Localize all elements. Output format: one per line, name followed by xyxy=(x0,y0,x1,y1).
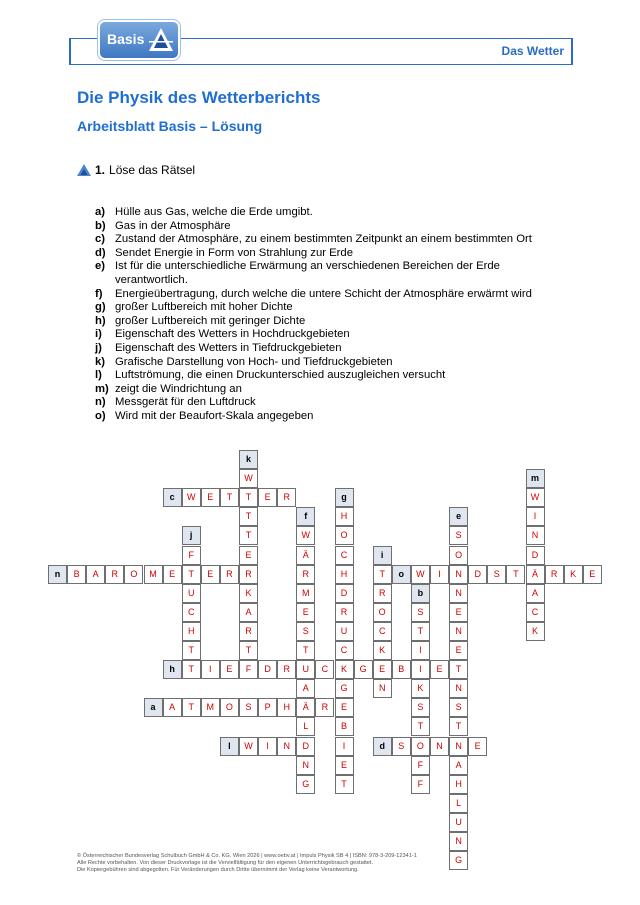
letter-cell[interactable]: G xyxy=(449,851,468,870)
letter-cell[interactable]: T xyxy=(182,698,201,717)
clue-key: k) xyxy=(95,355,106,368)
clue-number-cell: f xyxy=(296,507,315,526)
letter-cell[interactable]: T xyxy=(373,565,392,584)
clue-item xyxy=(95,301,575,315)
letter-cell[interactable]: O xyxy=(124,565,143,584)
letter-cell[interactable]: E xyxy=(449,603,468,622)
letter-cell[interactable]: W xyxy=(239,737,258,756)
letter-cell[interactable]: M xyxy=(144,565,163,584)
letter-cell[interactable]: P xyxy=(258,698,277,717)
letter-cell[interactable]: T xyxy=(239,507,258,526)
letter-cell[interactable]: N xyxy=(449,565,468,584)
letter-cell[interactable]: E xyxy=(583,565,602,584)
letter-cell[interactable]: M xyxy=(296,584,315,603)
logo-text: Basis xyxy=(107,31,145,47)
triangle-icon xyxy=(147,26,175,54)
letter-cell[interactable]: A xyxy=(526,584,545,603)
letter-cell[interactable]: E xyxy=(220,660,239,679)
letter-cell[interactable]: M xyxy=(201,698,220,717)
letter-cell[interactable]: R xyxy=(296,565,315,584)
letter-cell[interactable]: D xyxy=(526,546,545,565)
letter-cell[interactable]: E xyxy=(201,488,220,507)
letter-cell[interactable]: Ä xyxy=(296,698,315,717)
clue-list xyxy=(95,206,575,424)
letter-cell[interactable]: T xyxy=(182,660,201,679)
letter-cell[interactable]: O xyxy=(411,737,430,756)
clue-key: e) xyxy=(95,260,106,273)
letter-cell[interactable]: T xyxy=(182,565,201,584)
letter-cell[interactable]: U xyxy=(449,813,468,832)
letter-cell[interactable]: O xyxy=(373,603,392,622)
letter-cell[interactable]: A xyxy=(163,698,182,717)
letter-cell[interactable]: B xyxy=(67,565,86,584)
clue-number-cell: b xyxy=(411,584,430,603)
letter-cell[interactable]: S xyxy=(296,622,315,641)
letter-cell[interactable]: B xyxy=(392,660,411,679)
letter-cell[interactable]: O xyxy=(220,698,239,717)
letter-cell[interactable]: R xyxy=(239,622,258,641)
clue-key: j) xyxy=(95,341,102,354)
footer-copyright xyxy=(77,853,417,874)
letter-cell[interactable]: S xyxy=(449,526,468,545)
letter-cell[interactable]: I xyxy=(411,660,430,679)
clue-text: Eigenschaft des Wetters in Tiefdruckgebieten xyxy=(115,341,342,354)
letter-cell[interactable]: N xyxy=(526,526,545,545)
clue-item xyxy=(95,260,575,274)
letter-cell[interactable]: R xyxy=(239,565,258,584)
letter-cell[interactable]: F xyxy=(411,756,430,775)
letter-cell[interactable]: H xyxy=(182,622,201,641)
letter-cell[interactable]: H xyxy=(335,507,354,526)
letter-cell[interactable]: C xyxy=(182,603,201,622)
letter-cell[interactable]: K xyxy=(526,622,545,641)
letter-cell[interactable]: D xyxy=(296,737,315,756)
letter-cell[interactable]: U xyxy=(182,584,201,603)
letter-cell[interactable]: L xyxy=(296,717,315,736)
letter-cell[interactable]: N xyxy=(449,622,468,641)
letter-cell[interactable]: E xyxy=(373,660,392,679)
page-subtitle: Arbeitsblatt Basis – Lösung xyxy=(77,118,263,134)
letter-cell[interactable]: K xyxy=(373,641,392,660)
letter-cell[interactable]: Ä xyxy=(296,546,315,565)
clue-key: h) xyxy=(95,314,106,327)
clue-number-cell: e xyxy=(449,507,468,526)
letter-cell[interactable]: N xyxy=(449,679,468,698)
letter-cell[interactable]: N xyxy=(430,737,449,756)
clue-number-cell: d xyxy=(373,737,392,756)
letter-cell[interactable]: D xyxy=(468,565,487,584)
clue-item xyxy=(95,369,575,383)
letter-cell[interactable]: E xyxy=(335,756,354,775)
clue-item xyxy=(95,220,575,234)
letter-cell[interactable]: I xyxy=(526,507,545,526)
letter-cell[interactable]: E xyxy=(239,546,258,565)
clue-text: Wird mit der Beaufort-Skala angegeben xyxy=(115,409,314,422)
letter-cell[interactable]: F xyxy=(182,546,201,565)
clue-key: d) xyxy=(95,246,106,259)
letter-cell[interactable]: I xyxy=(258,737,277,756)
clue-text: großer Luftbereich mit hoher Dichte xyxy=(115,301,293,314)
clue-number-cell: n xyxy=(48,565,67,584)
letter-cell[interactable]: W xyxy=(411,565,430,584)
letter-cell[interactable]: S xyxy=(449,698,468,717)
letter-cell[interactable]: N xyxy=(296,756,315,775)
clue-item xyxy=(95,410,575,424)
letter-cell[interactable]: U xyxy=(335,622,354,641)
letter-cell[interactable]: R xyxy=(277,660,296,679)
clue-item xyxy=(95,206,575,220)
clue-text: Energieübertragung, durch welche die untere Schicht der Atmosphäre erwärmt wird xyxy=(115,287,532,300)
clue-key: o) xyxy=(95,409,106,422)
clue-text: Grafische Darstellung von Hoch- und Tiefdruckgebieten xyxy=(115,355,393,368)
task-text: Löse das Rätsel xyxy=(109,163,196,177)
clue-text: großer Luftbereich mit geringer Dichte xyxy=(115,314,306,327)
letter-cell[interactable]: C xyxy=(526,603,545,622)
letter-cell[interactable]: S xyxy=(411,603,430,622)
letter-cell[interactable]: A xyxy=(296,679,315,698)
letter-cell[interactable]: I xyxy=(430,565,449,584)
clue-number-cell: c xyxy=(163,488,182,507)
clue-text: Gas in der Atmosphäre xyxy=(115,219,231,232)
clue-item xyxy=(95,247,575,261)
letter-cell[interactable]: I xyxy=(335,737,354,756)
header-rule-right xyxy=(571,38,573,65)
clue-text: Eigenschaft des Wetters in Hochdruckgebieten xyxy=(115,328,350,341)
page-title: Die Physik des Wetterberichts xyxy=(77,88,321,107)
clue-item xyxy=(95,328,575,342)
clue-key: b) xyxy=(95,219,106,232)
letter-cell[interactable]: A xyxy=(86,565,105,584)
letter-cell[interactable]: E xyxy=(296,603,315,622)
letter-cell[interactable]: N xyxy=(449,584,468,603)
letter-cell[interactable]: T xyxy=(239,488,258,507)
clue-number-cell: o xyxy=(392,565,411,584)
letter-cell[interactable]: T xyxy=(296,641,315,660)
letter-cell[interactable]: S xyxy=(392,737,411,756)
letter-cell[interactable]: S xyxy=(411,698,430,717)
clue-text: verantwortlich. xyxy=(115,273,188,286)
letter-cell[interactable]: E xyxy=(335,698,354,717)
clue-key: i) xyxy=(95,328,102,341)
letter-cell[interactable]: T xyxy=(411,622,430,641)
letter-cell[interactable]: F xyxy=(239,660,258,679)
letter-cell[interactable]: T xyxy=(239,641,258,660)
letter-cell[interactable]: Ä xyxy=(526,565,545,584)
letter-cell[interactable]: T xyxy=(239,526,258,545)
clue-item xyxy=(95,342,575,356)
clue-key: n) xyxy=(95,396,106,409)
letter-cell[interactable]: I xyxy=(201,660,220,679)
letter-cell[interactable]: E xyxy=(201,565,220,584)
level-icon xyxy=(77,164,91,176)
letter-cell[interactable]: N xyxy=(277,737,296,756)
clue-number-cell: i xyxy=(373,546,392,565)
letter-cell[interactable]: R xyxy=(545,565,564,584)
letter-cell[interactable]: G xyxy=(335,679,354,698)
letter-cell[interactable]: W xyxy=(239,469,258,488)
letter-cell[interactable]: K xyxy=(239,584,258,603)
letter-cell[interactable]: T xyxy=(335,775,354,794)
clue-key: m) xyxy=(95,382,109,395)
letter-cell[interactable]: K xyxy=(411,679,430,698)
letter-cell[interactable]: A xyxy=(239,603,258,622)
letter-cell[interactable]: G xyxy=(354,660,373,679)
letter-cell[interactable]: E xyxy=(258,488,277,507)
footer-line: Alle Rechte vorbehalten. Von dieser Druckvorlage ist die Vervielfältigung für den eigenen Unterrichtsgebrauch gestattet. xyxy=(77,860,374,866)
letter-cell[interactable]: O xyxy=(449,546,468,565)
clue-item xyxy=(95,233,575,247)
clue-text: Zustand der Atmosphäre, zu einem bestimmten Zeitpunkt an einem bestimmten Ort xyxy=(115,233,532,246)
letter-cell[interactable]: W xyxy=(182,488,201,507)
letter-cell[interactable]: C xyxy=(335,641,354,660)
letter-cell[interactable]: T xyxy=(220,488,239,507)
clue-item xyxy=(95,315,575,329)
letter-cell[interactable]: K xyxy=(564,565,583,584)
clue-number-cell: k xyxy=(239,450,258,469)
letter-cell[interactable]: D xyxy=(335,584,354,603)
task-heading xyxy=(77,163,195,177)
letter-cell[interactable]: C xyxy=(315,660,334,679)
clue-item xyxy=(95,396,575,410)
clue-key: a) xyxy=(95,206,106,218)
letter-cell[interactable]: O xyxy=(335,526,354,545)
clue-number-cell: h xyxy=(163,660,182,679)
clue-item xyxy=(95,274,575,288)
letter-cell[interactable]: N xyxy=(449,737,468,756)
clue-text: Messgerät für den Luftdruck xyxy=(115,396,256,409)
footer-line: © Österreichischer Bundesverlag Schulbuch GmbH & Co. KG, Wien 2026 | www.oebv.at | Impuls Physik SB 4 | ISBN: 978-3-209-12341-1 xyxy=(77,853,417,859)
clue-item xyxy=(95,356,575,370)
letter-cell[interactable]: R xyxy=(105,565,124,584)
footer-line: Die Kopiergebühren sind abgegolten. Für Veränderungen durch Dritte übernimmt der Verlag keine Verantwortung. xyxy=(77,867,359,873)
letter-cell[interactable]: T xyxy=(411,717,430,736)
letter-cell[interactable]: N xyxy=(449,832,468,851)
letter-cell[interactable]: I xyxy=(411,641,430,660)
letter-cell[interactable]: E xyxy=(468,737,487,756)
clue-text: zeigt die Windrichtung an xyxy=(115,382,242,395)
header-rule-left xyxy=(69,38,71,65)
clue-item xyxy=(95,288,575,302)
clue-text: Sendet Energie in Form von Strahlung zur Erde xyxy=(115,246,353,259)
letter-cell[interactable]: G xyxy=(296,775,315,794)
clue-key: c) xyxy=(95,233,106,246)
letter-cell[interactable]: T xyxy=(506,565,525,584)
letter-cell[interactable]: W xyxy=(526,488,545,507)
clue-key: f) xyxy=(95,287,103,300)
letter-cell[interactable]: C xyxy=(335,546,354,565)
letter-cell[interactable]: N xyxy=(373,679,392,698)
letter-cell[interactable]: S xyxy=(487,565,506,584)
topic-label: Das Wetter xyxy=(501,44,564,58)
letter-cell[interactable]: E xyxy=(449,641,468,660)
clue-text: Luftströmung, die einen Druckunterschied auszugleichen versucht xyxy=(115,369,446,382)
letter-cell[interactable]: S xyxy=(239,698,258,717)
letter-cell[interactable]: B xyxy=(335,717,354,736)
clue-number-cell: j xyxy=(182,526,201,545)
letter-cell[interactable]: C xyxy=(373,622,392,641)
clue-number-cell: g xyxy=(335,488,354,507)
letter-cell[interactable]: H xyxy=(277,698,296,717)
clue-key: g) xyxy=(95,301,106,314)
letter-cell[interactable]: K xyxy=(335,660,354,679)
clue-number-cell: m xyxy=(526,469,545,488)
letter-cell[interactable]: W xyxy=(296,526,315,545)
letter-cell[interactable]: E xyxy=(163,565,182,584)
clue-text: Ist für die unterschiedliche Erwärmung an verschiedenen Bereichen der Erde xyxy=(115,260,500,273)
letter-cell[interactable]: T xyxy=(449,717,468,736)
letter-cell[interactable]: R xyxy=(335,603,354,622)
clue-text: Hülle aus Gas, welche die Erde umgibt. xyxy=(115,206,313,218)
clue-number-cell: a xyxy=(144,698,163,717)
basis-logo xyxy=(100,22,178,58)
clue-number-cell: l xyxy=(220,737,239,756)
letter-cell[interactable]: E xyxy=(430,660,449,679)
letter-cell[interactable]: R xyxy=(373,584,392,603)
clue-key xyxy=(95,274,115,288)
clue-item xyxy=(95,383,575,397)
letter-cell[interactable]: U xyxy=(296,660,315,679)
letter-cell[interactable]: T xyxy=(449,660,468,679)
letter-cell[interactable]: A xyxy=(449,756,468,775)
letter-cell[interactable]: F xyxy=(411,775,430,794)
letter-cell[interactable]: R xyxy=(277,488,296,507)
letter-cell[interactable]: T xyxy=(182,641,201,660)
letter-cell[interactable]: L xyxy=(449,794,468,813)
letter-cell[interactable]: R xyxy=(220,565,239,584)
letter-cell[interactable]: H xyxy=(335,565,354,584)
letter-cell[interactable]: H xyxy=(449,775,468,794)
clue-key: l) xyxy=(95,369,102,382)
letter-cell[interactable]: R xyxy=(315,698,334,717)
letter-cell[interactable]: D xyxy=(258,660,277,679)
task-number: 1. xyxy=(95,163,106,177)
